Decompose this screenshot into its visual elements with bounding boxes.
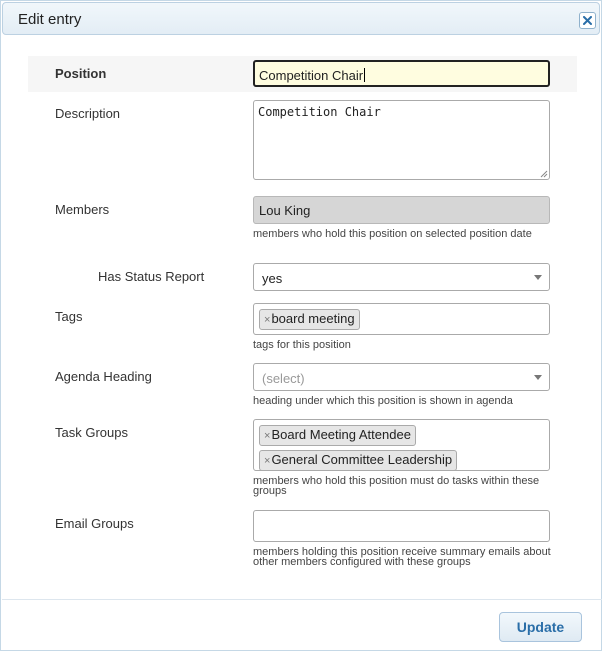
resize-handle-icon[interactable] <box>539 169 548 178</box>
tags-label: Tags <box>55 309 83 324</box>
email-groups-hint: members holding this position receive summary emails about other members configured with these groups <box>253 546 551 568</box>
remove-tag-icon[interactable]: × <box>264 455 271 467</box>
task-groups-label: Task Groups <box>55 425 128 440</box>
close-button[interactable] <box>579 12 596 29</box>
dropdown-arrow-icon <box>534 275 542 280</box>
email-groups-label: Email Groups <box>55 516 134 531</box>
agenda-heading-select[interactable] <box>253 363 550 391</box>
email-groups-input[interactable] <box>253 510 550 542</box>
status-report-label: Has Status Report <box>98 269 205 284</box>
agenda-heading-placeholder: (select) <box>262 371 305 386</box>
members-label: Members <box>55 202 110 217</box>
agenda-heading-label: Agenda Heading <box>55 369 152 384</box>
members-field <box>253 196 550 224</box>
position-input[interactable] <box>253 60 550 87</box>
tag-label: board meeting <box>271 311 355 326</box>
position-label: Position <box>55 66 107 81</box>
remove-tag-icon[interactable]: × <box>264 430 271 442</box>
task-group-label: Board Meeting Attendee <box>271 427 411 442</box>
position-value: Competition Chair <box>259 68 364 83</box>
tag-chip <box>259 309 360 330</box>
status-report-value: yes <box>262 271 283 286</box>
members-hint: members who hold this position on selected position date <box>253 228 532 240</box>
task-group-label: General Committee Leadership <box>271 452 453 467</box>
dropdown-arrow-icon <box>534 375 542 380</box>
task-groups-hint: members who hold this position must do tasks within these groups <box>253 475 540 497</box>
dialog-titlebar <box>2 2 600 35</box>
remove-tag-icon[interactable]: × <box>264 314 271 326</box>
update-button[interactable]: Update <box>499 612 582 642</box>
description-value: Competition Chair <box>258 105 381 119</box>
status-report-select[interactable] <box>253 263 550 291</box>
members-value: Lou King <box>259 203 311 218</box>
tags-hint: tags for this position <box>253 339 351 351</box>
text-cursor <box>364 68 365 82</box>
task-group-chip <box>259 425 416 446</box>
agenda-heading-hint: heading under which this position is shown in agenda <box>253 395 513 407</box>
close-icon <box>583 16 592 25</box>
description-textarea[interactable] <box>253 100 550 180</box>
footer-divider <box>2 599 602 600</box>
tags-input[interactable] <box>253 303 550 335</box>
task-groups-input[interactable] <box>253 419 550 471</box>
task-group-chip <box>259 450 457 471</box>
dialog-title: Edit entry <box>18 11 82 28</box>
description-label: Description <box>55 106 121 121</box>
